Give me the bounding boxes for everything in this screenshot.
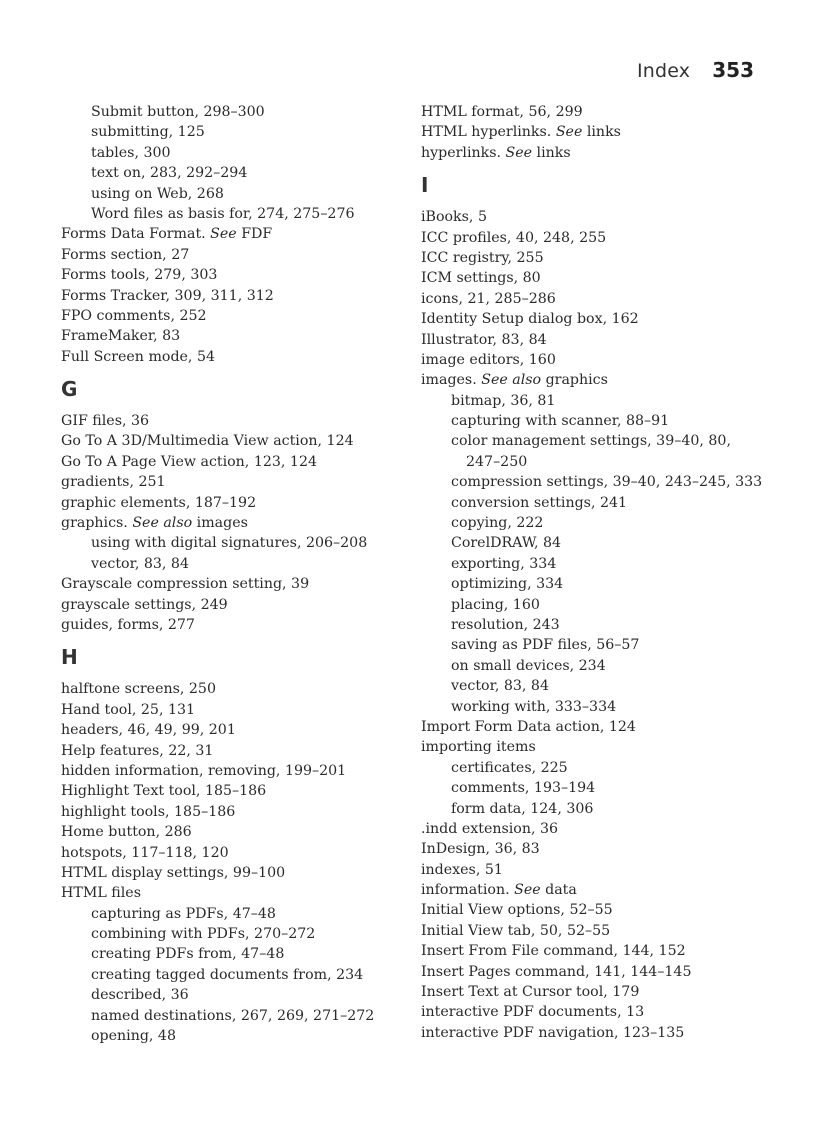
- index-subentry: [61, 904, 411, 924]
- index-letter-heading: H: [61, 645, 78, 670]
- entry-text: creating tagged documents from, 234: [91, 966, 364, 983]
- entry-text: gradients, 251: [61, 474, 166, 491]
- entry-text: halftone screens, 250: [61, 681, 216, 698]
- see-target: data: [540, 882, 577, 899]
- entry-text: HTML hyperlinks.: [421, 124, 556, 141]
- index-entry: [61, 472, 411, 492]
- see-reference: See also: [481, 372, 542, 389]
- index-entry: [421, 962, 771, 982]
- index-entry: [61, 720, 411, 740]
- index-subentry: [421, 574, 771, 594]
- entry-text: Home button, 286: [61, 824, 192, 841]
- entry-text: Forms Tracker, 309, 311, 312: [61, 287, 274, 304]
- index-subentry: [421, 635, 771, 655]
- see-reference: See also: [132, 515, 193, 532]
- entry-text: graphic elements, 187–192: [61, 494, 257, 511]
- index-entry: [61, 493, 411, 513]
- index-entry: [421, 122, 771, 142]
- entry-text: using with digital signatures, 206–208: [91, 535, 368, 552]
- index-subentry: [61, 1026, 411, 1046]
- entry-text: Full Screen mode, 54: [61, 348, 215, 365]
- entry-text: grayscale settings, 249: [61, 596, 228, 613]
- index-entry: [421, 839, 771, 859]
- index-entry: [421, 880, 771, 900]
- index-entry: [61, 822, 411, 842]
- entry-text: Go To A 3D/Multimedia View action, 124: [61, 433, 354, 450]
- entry-text: exporting, 334: [451, 555, 557, 572]
- entry-text: ICC profiles, 40, 248, 255: [421, 229, 607, 246]
- index-entry: [61, 286, 411, 306]
- index-entry: [421, 819, 771, 839]
- entry-text: headers, 46, 49, 99, 201: [61, 722, 236, 739]
- index-subentry: [61, 122, 411, 142]
- index-subentry: [421, 554, 771, 574]
- entry-text: Go To A Page View action, 123, 124: [61, 453, 318, 470]
- index-entry: [61, 347, 411, 367]
- entry-text: images.: [421, 372, 482, 389]
- entry-text: conversion settings, 241: [451, 494, 628, 511]
- entry-text: compression settings, 39–40, 243–245, 333: [451, 474, 763, 491]
- entry-text: Import Form Data action, 124: [421, 718, 636, 735]
- entry-text: Insert Text at Cursor tool, 179: [421, 984, 640, 1001]
- index-subentry: [421, 472, 771, 492]
- entry-text: HTML format, 56, 299: [421, 104, 583, 120]
- entry-text: Insert From File command, 144, 152: [421, 943, 686, 960]
- entry-text: named destinations, 267, 269, 271–272: [91, 1007, 375, 1024]
- see-reference: See: [555, 124, 583, 141]
- index-entry: [61, 452, 411, 472]
- index-subentry: [421, 799, 771, 819]
- index-letter-heading: G: [61, 377, 78, 402]
- index-letter-heading: I: [421, 173, 429, 198]
- index-subentry: [421, 595, 771, 615]
- see-reference: See: [505, 144, 533, 161]
- entry-text: text on, 283, 292–294: [91, 165, 248, 182]
- index-entry: [61, 843, 411, 863]
- entry-text: Insert Pages command, 141, 144–145: [421, 963, 692, 980]
- index-entry: [421, 268, 771, 288]
- entry-text: Hand tool, 25, 131: [61, 701, 196, 718]
- index-entry: [61, 741, 411, 761]
- index-subentry: [61, 143, 411, 163]
- index-subentry: [421, 778, 771, 798]
- index-entry: [421, 207, 771, 227]
- index-subentry: [61, 184, 411, 204]
- index-entry: [421, 1023, 771, 1043]
- index-entry: [61, 883, 411, 903]
- entry-text: Forms Data Format.: [61, 226, 211, 243]
- entry-text: using on Web, 268: [91, 185, 224, 202]
- index-subentry: [421, 697, 771, 717]
- entry-text: form data, 124, 306: [451, 800, 594, 817]
- entry-text: vector, 83, 84: [451, 678, 549, 695]
- index-subentry: [61, 924, 411, 944]
- entry-text: Forms section, 27: [61, 246, 190, 263]
- index-entry: [61, 781, 411, 801]
- index-subentry: [61, 163, 411, 183]
- entry-text: Forms tools, 279, 303: [61, 267, 218, 284]
- entry-text: Word files as basis for, 274, 275–276: [91, 205, 355, 222]
- entry-text: graphics.: [61, 515, 133, 532]
- entry-text: Illustrator, 83, 84: [421, 331, 547, 348]
- entry-text: optimizing, 334: [451, 576, 564, 593]
- index-entry: [61, 595, 411, 615]
- index-entry: [421, 941, 771, 961]
- entry-text: resolution, 243: [451, 616, 560, 633]
- index-entry: [421, 717, 771, 737]
- entry-text: CorelDRAW, 84: [451, 535, 562, 552]
- page-number: 353: [712, 58, 754, 82]
- entry-text: creating PDFs from, 47–48: [91, 946, 285, 963]
- entry-text: submitting, 125: [91, 124, 205, 141]
- entry-text: HTML files: [61, 885, 141, 902]
- index-entry: [421, 1002, 771, 1022]
- index-subentry: [61, 554, 411, 574]
- index-entry: [61, 431, 411, 451]
- index-subentry: [421, 493, 771, 513]
- index-subentry: [61, 204, 411, 224]
- index-entry: [61, 245, 411, 265]
- index-entry: [421, 309, 771, 329]
- entry-text: ICC registry, 255: [421, 249, 544, 266]
- index-entry: [61, 326, 411, 346]
- index-entry: [421, 370, 771, 390]
- see-target: graphics: [541, 372, 608, 389]
- entry-text: guides, forms, 277: [61, 616, 195, 633]
- section-title: Index: [636, 60, 691, 82]
- index-entry: [421, 900, 771, 920]
- entry-text: on small devices, 234: [451, 657, 606, 674]
- index-entry: [421, 350, 771, 370]
- index-subentry: [421, 656, 771, 676]
- index-subentry: [421, 533, 771, 553]
- index-subentry: [61, 533, 411, 553]
- index-subentry: [421, 615, 771, 635]
- index-entry: [61, 574, 411, 594]
- see-target: FDF: [236, 226, 273, 243]
- index-entry: [421, 102, 771, 122]
- index-subentry: [61, 1006, 411, 1026]
- entry-text: capturing with scanner, 88–91: [451, 413, 670, 430]
- entry-text: FPO comments, 252: [61, 307, 207, 324]
- running-head: [637, 58, 754, 82]
- entry-text: highlight tools, 185–186: [61, 803, 236, 820]
- index-column-right: [421, 102, 771, 1043]
- see-target: links: [582, 124, 621, 141]
- entry-text: .indd extension, 36: [421, 820, 559, 837]
- see-target: images: [192, 515, 248, 532]
- entry-text: certificates, 225: [451, 759, 568, 776]
- entry-text: hyperlinks.: [421, 144, 506, 161]
- index-entry: [61, 265, 411, 285]
- entry-text: iBooks, 5: [421, 209, 487, 226]
- entry-text: ICM settings, 80: [421, 270, 541, 287]
- entry-text: Identity Setup dialog box, 162: [421, 311, 639, 328]
- entry-text: tables, 300: [91, 144, 171, 161]
- entry-text: combining with PDFs, 270–272: [91, 926, 316, 943]
- index-entry: [421, 143, 771, 163]
- index-entry: [421, 982, 771, 1002]
- index-entry: [61, 615, 411, 635]
- index-subentry: [421, 676, 771, 696]
- index-entry: [61, 513, 411, 533]
- entry-text: saving as PDF files, 56–57: [451, 637, 640, 654]
- entry-text: Help features, 22, 31: [61, 742, 214, 759]
- entry-text: HTML display settings, 99–100: [61, 864, 286, 881]
- entry-text: information.: [421, 882, 515, 899]
- index-entry: [61, 411, 411, 431]
- index-entry: [61, 306, 411, 326]
- entry-text: vector, 83, 84: [91, 555, 189, 572]
- index-entry: [61, 802, 411, 822]
- see-reference: See: [514, 882, 541, 899]
- entry-text: bitmap, 36, 81: [451, 392, 556, 409]
- entry-text: Initial View options, 52–55: [421, 902, 613, 919]
- entry-text: InDesign, 36, 83: [421, 841, 540, 858]
- entry-text: copying, 222: [451, 515, 544, 532]
- entry-text: Grayscale compression setting, 39: [61, 576, 310, 593]
- index-subentry: [421, 411, 771, 431]
- index-entry: [421, 860, 771, 880]
- index-entry: [61, 761, 411, 781]
- entry-text: image editors, 160: [421, 351, 556, 368]
- entry-text: Initial View tab, 50, 52–55: [421, 922, 611, 939]
- see-reference: See: [210, 226, 237, 243]
- entry-text: color management settings, 39–40, 80,: [451, 433, 731, 450]
- index-entry: [61, 224, 411, 244]
- entry-text: Highlight Text tool, 185–186: [61, 783, 267, 800]
- entry-text: hidden information, removing, 199–201: [61, 762, 347, 779]
- index-subentry: [61, 944, 411, 964]
- index-entry: [421, 289, 771, 309]
- index-subentry: [61, 102, 411, 122]
- entry-text: capturing as PDFs, 47–48: [91, 905, 276, 922]
- index-subentry: [61, 985, 411, 1005]
- index-entry: [61, 863, 411, 883]
- index-subentry: [421, 758, 771, 778]
- index-column-left: [61, 102, 411, 1046]
- entry-text: importing items: [421, 739, 536, 756]
- entry-text: described, 36: [91, 987, 189, 1004]
- entry-text: GIF files, 36: [61, 413, 150, 430]
- index-entry: [61, 679, 411, 699]
- index-entry: [421, 248, 771, 268]
- entry-text: interactive PDF documents, 13: [421, 1004, 645, 1021]
- index-entry: [421, 921, 771, 941]
- entry-text: 247–250: [466, 453, 528, 470]
- index-subentry: [421, 391, 771, 411]
- index-entry: [61, 700, 411, 720]
- entry-text: hotspots, 117–118, 120: [61, 844, 229, 861]
- entry-text: indexes, 51: [421, 861, 503, 878]
- index-subentry: [61, 965, 411, 985]
- entry-text: Submit button, 298–300: [91, 104, 265, 120]
- index-entry: [421, 228, 771, 248]
- entry-text: icons, 21, 285–286: [421, 290, 556, 307]
- see-target: links: [532, 144, 571, 161]
- index-subentry: [421, 513, 771, 533]
- entry-text: comments, 193–194: [451, 780, 596, 797]
- index-entry: [421, 737, 771, 757]
- entry-text: FrameMaker, 83: [61, 328, 181, 345]
- index-subentry: [421, 431, 771, 451]
- index-entry: [421, 330, 771, 350]
- entry-text: placing, 160: [451, 596, 540, 613]
- entry-text: interactive PDF navigation, 123–135: [421, 1024, 685, 1041]
- index-subentry: [421, 452, 771, 472]
- entry-text: opening, 48: [91, 1028, 176, 1045]
- entry-text: working with, 333–334: [451, 698, 617, 715]
